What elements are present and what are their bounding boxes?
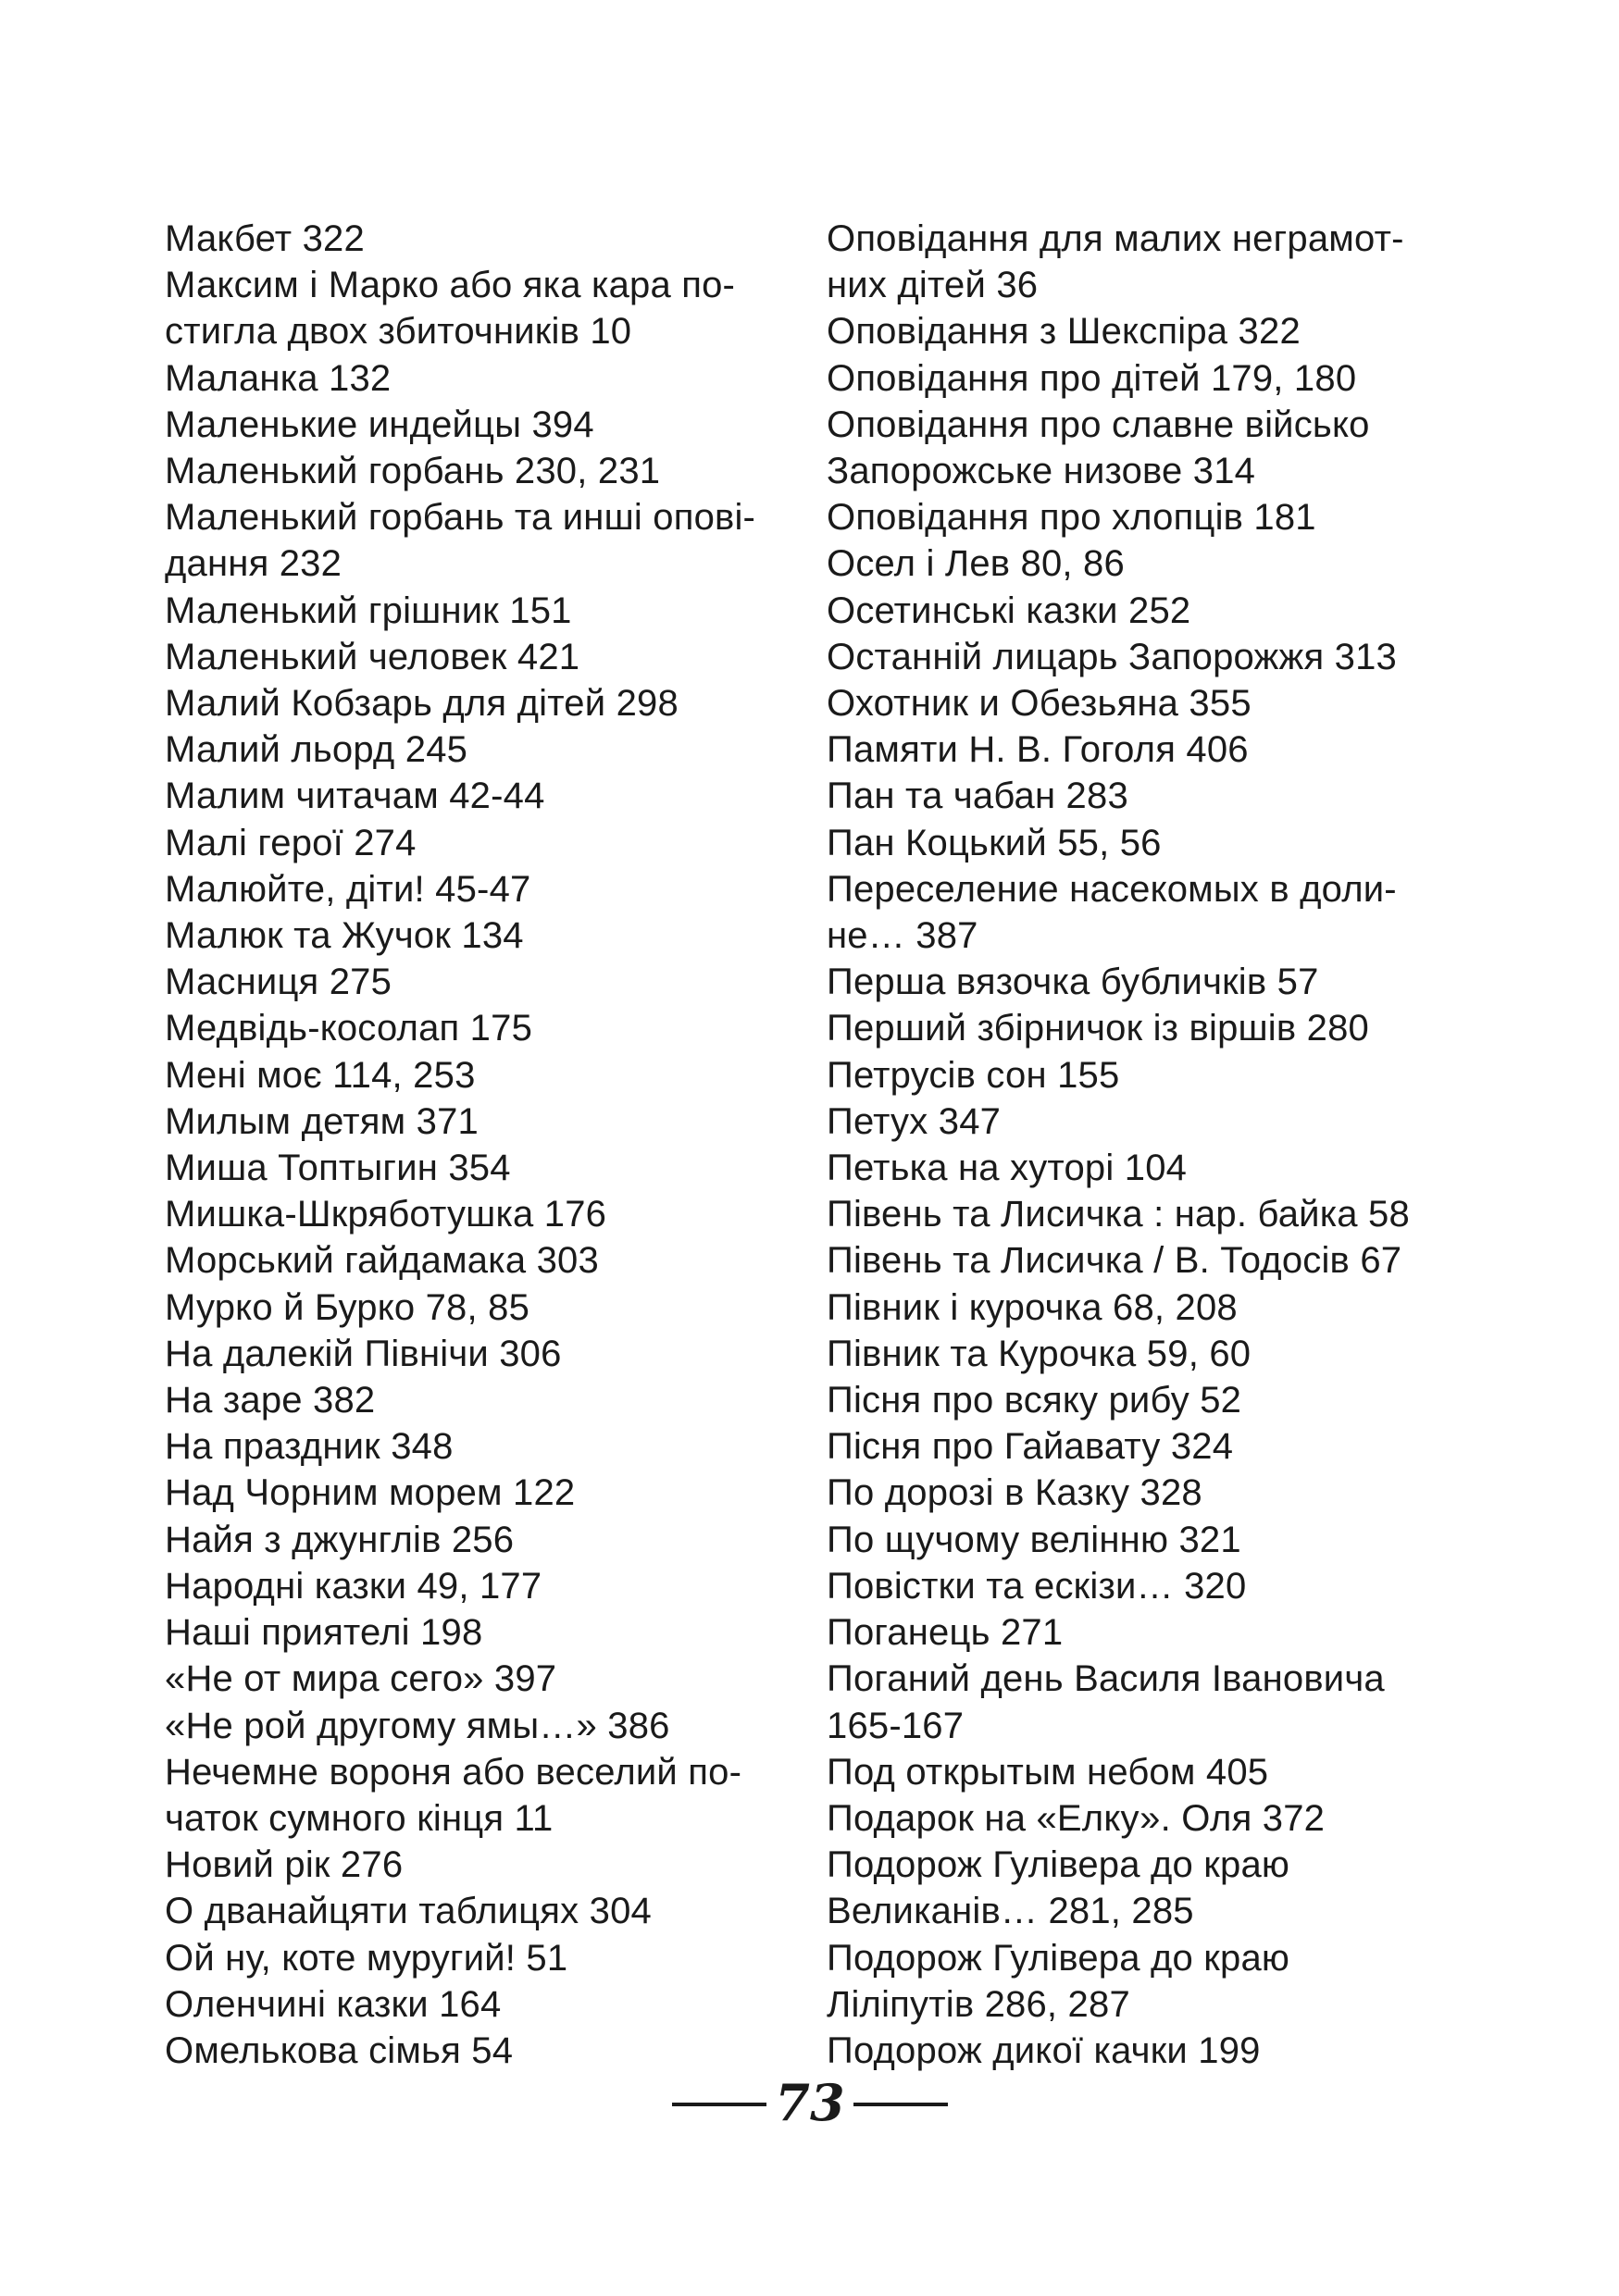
index-entry-line: Мишка-Шкряботушка 176	[165, 1194, 607, 1235]
index-entry-line: По щучому велінню 321	[827, 1519, 1241, 1560]
index-entry-line: Останній лицарь Запорожжя 313	[827, 636, 1397, 677]
index-entry-line: Макбет 322	[165, 218, 365, 259]
footer-rule-left	[672, 2103, 766, 2106]
index-entry-line: Переселение насекомых в доли-	[827, 868, 1397, 910]
index-entry-line: Подорож дикої качки 199	[827, 2029, 1261, 2071]
index-entry-line: 165-167	[827, 1705, 965, 1746]
index-entry-line: Ліліпутів 286, 287	[827, 1983, 1130, 2025]
index-entry-line: Великанів… 281, 285	[827, 1891, 1194, 1932]
index-entry-line: дання 232	[165, 543, 342, 585]
index-entry-line: Осел і Лев 80, 86	[827, 543, 1125, 585]
index-entry-line: «Не от мира сего» 397	[165, 1658, 557, 1700]
index-entry-line: не… 387	[827, 915, 978, 957]
index-entry-line: Маланка 132	[165, 357, 392, 399]
index-entry-line: Малим читачам 42-44	[165, 776, 545, 817]
index-entry-line: На заре 382	[165, 1380, 376, 1421]
index-entry-line: Пісня про всяку рибу 52	[827, 1380, 1242, 1421]
index-entry-line: чаток сумного кінця 11	[165, 1797, 554, 1839]
index-entry-line: Наші приятелі 198	[165, 1612, 483, 1654]
footer-rule-right	[853, 2103, 948, 2106]
index-entry-line: Повістки та ескізи… 320	[827, 1565, 1247, 1607]
index-entry-line: Охотник и Обезьяна 355	[827, 683, 1252, 725]
index-entry-line: Ой ну, коте муругий! 51	[165, 1937, 568, 1979]
index-entry-line: Поганець 271	[827, 1612, 1064, 1654]
index-entry-line: Памяти Н. В. Гоголя 406	[827, 729, 1249, 771]
index-entry-line: Народні казки 49, 177	[165, 1565, 542, 1607]
index-entry-line: Оповідання про хлопців 181	[827, 497, 1316, 539]
index-entry-line: Півень та Лисичка : нар. байка 58	[827, 1194, 1410, 1235]
index-entry-line: На далекій Північи 306	[165, 1333, 562, 1374]
index-entry-line: О дванайцяти таблицях 304	[165, 1891, 652, 1932]
index-entry-line: Максим і Марко або яка кара по-	[165, 265, 736, 306]
index-entry-line: Найя з джунглів 256	[165, 1519, 515, 1560]
index-entry-line: По дорозі в Казку 328	[827, 1472, 1202, 1514]
index-entry-line: Петька на хуторі 104	[827, 1148, 1188, 1189]
index-entry-line: Медвідь-косолап 175	[165, 1008, 533, 1049]
index-entry-line: Малий льорд 245	[165, 729, 468, 771]
index-entry-line: Над Чорним морем 122	[165, 1472, 576, 1514]
index-entry-line: Пан Коцький 55, 56	[827, 822, 1162, 863]
index-entry-line: Півник та Курочка 59, 60	[827, 1333, 1252, 1374]
page-footer	[0, 2075, 1619, 2130]
index-entry-line: Пан та чабан 283	[827, 776, 1128, 817]
index-entry-line: них дітей 36	[827, 265, 1039, 306]
index-entry-line: Миша Топтыгин 354	[165, 1148, 511, 1189]
index-entry-line: Омелькова сімья 54	[165, 2029, 514, 2071]
index-entry-line: Маленький человек 421	[165, 636, 580, 677]
index-entry-line: стигла двох збиточників 10	[165, 311, 632, 353]
index-entry-line: Поганий день Василя Івановича	[827, 1658, 1385, 1700]
index-entry-line: «Не рой другому ямы…» 386	[165, 1705, 670, 1746]
index-entry-line: Петух 347	[827, 1100, 1002, 1142]
index-entry-line: Перша вязочка бубличків 57	[827, 962, 1319, 1003]
index-entry-line: Маленький грішник 151	[165, 590, 572, 631]
index-entry-line: Осетинські казки 252	[827, 590, 1191, 631]
index-entry-line: Масниця 275	[165, 962, 392, 1003]
index-entry-line: Маленький горбань та инші опові-	[165, 497, 756, 539]
index-entry-line: Малі герої 274	[165, 822, 417, 863]
index-entry-line: Подарок на «Елку». Оля 372	[827, 1797, 1326, 1839]
index-entry-line: Оповідання про славне військо	[827, 403, 1370, 445]
index-entry-line: Малюйте, діти! 45-47	[165, 868, 531, 910]
index-entry-line: Под открытым небом 405	[827, 1751, 1269, 1793]
index-column-right	[827, 216, 1475, 2074]
index-entry-line: Маленький горбань 230, 231	[165, 451, 661, 492]
index-entry-line: Оповідання про дітей 179, 180	[827, 357, 1357, 399]
index-entry-line: Нечемне вороня або веселий по-	[165, 1751, 742, 1793]
index-entry-line: Оповідання з Шекспіра 322	[827, 311, 1301, 353]
index-entry-line: Півень та Лисичка / В. Тодосів 67	[827, 1240, 1402, 1282]
index-entry-line: Запорожське низове 314	[827, 451, 1256, 492]
index-entry-line: На праздник 348	[165, 1426, 454, 1468]
index-entry-line: Мені моє 114, 253	[165, 1054, 476, 1096]
index-entry-line: Маленькие индейцы 394	[165, 403, 594, 445]
index-entry-line: Оповідання для малих неграмот-	[827, 218, 1404, 259]
page-number: 73	[775, 2073, 845, 2132]
index-entry-line: Малий Кобзарь для дітей 298	[165, 683, 679, 725]
index-entry-line: Пісня про Гайавату 324	[827, 1426, 1234, 1468]
index-entry-line: Півник і курочка 68, 208	[827, 1286, 1238, 1328]
index-entry-line: Новий рік 276	[165, 1844, 404, 1886]
index-column-left	[165, 216, 813, 2074]
index-entry-line: Малюк та Жучок 134	[165, 915, 524, 957]
index-entry-line: Мурко й Бурко 78, 85	[165, 1286, 530, 1328]
index-entry-line: Перший збірничок із віршів 280	[827, 1008, 1369, 1049]
index-entry-line: Подорож Гулівера до краю	[827, 1844, 1290, 1886]
index-entry-line: Морський гайдамака 303	[165, 1240, 599, 1282]
index-entry-line: Милым детям 371	[165, 1100, 479, 1142]
index-entry-line: Петрусів сон 155	[827, 1054, 1120, 1096]
index-entry-line: Подорож Гулівера до краю	[827, 1937, 1290, 1979]
index-entry-line: Оленчині казки 164	[165, 1983, 502, 2025]
